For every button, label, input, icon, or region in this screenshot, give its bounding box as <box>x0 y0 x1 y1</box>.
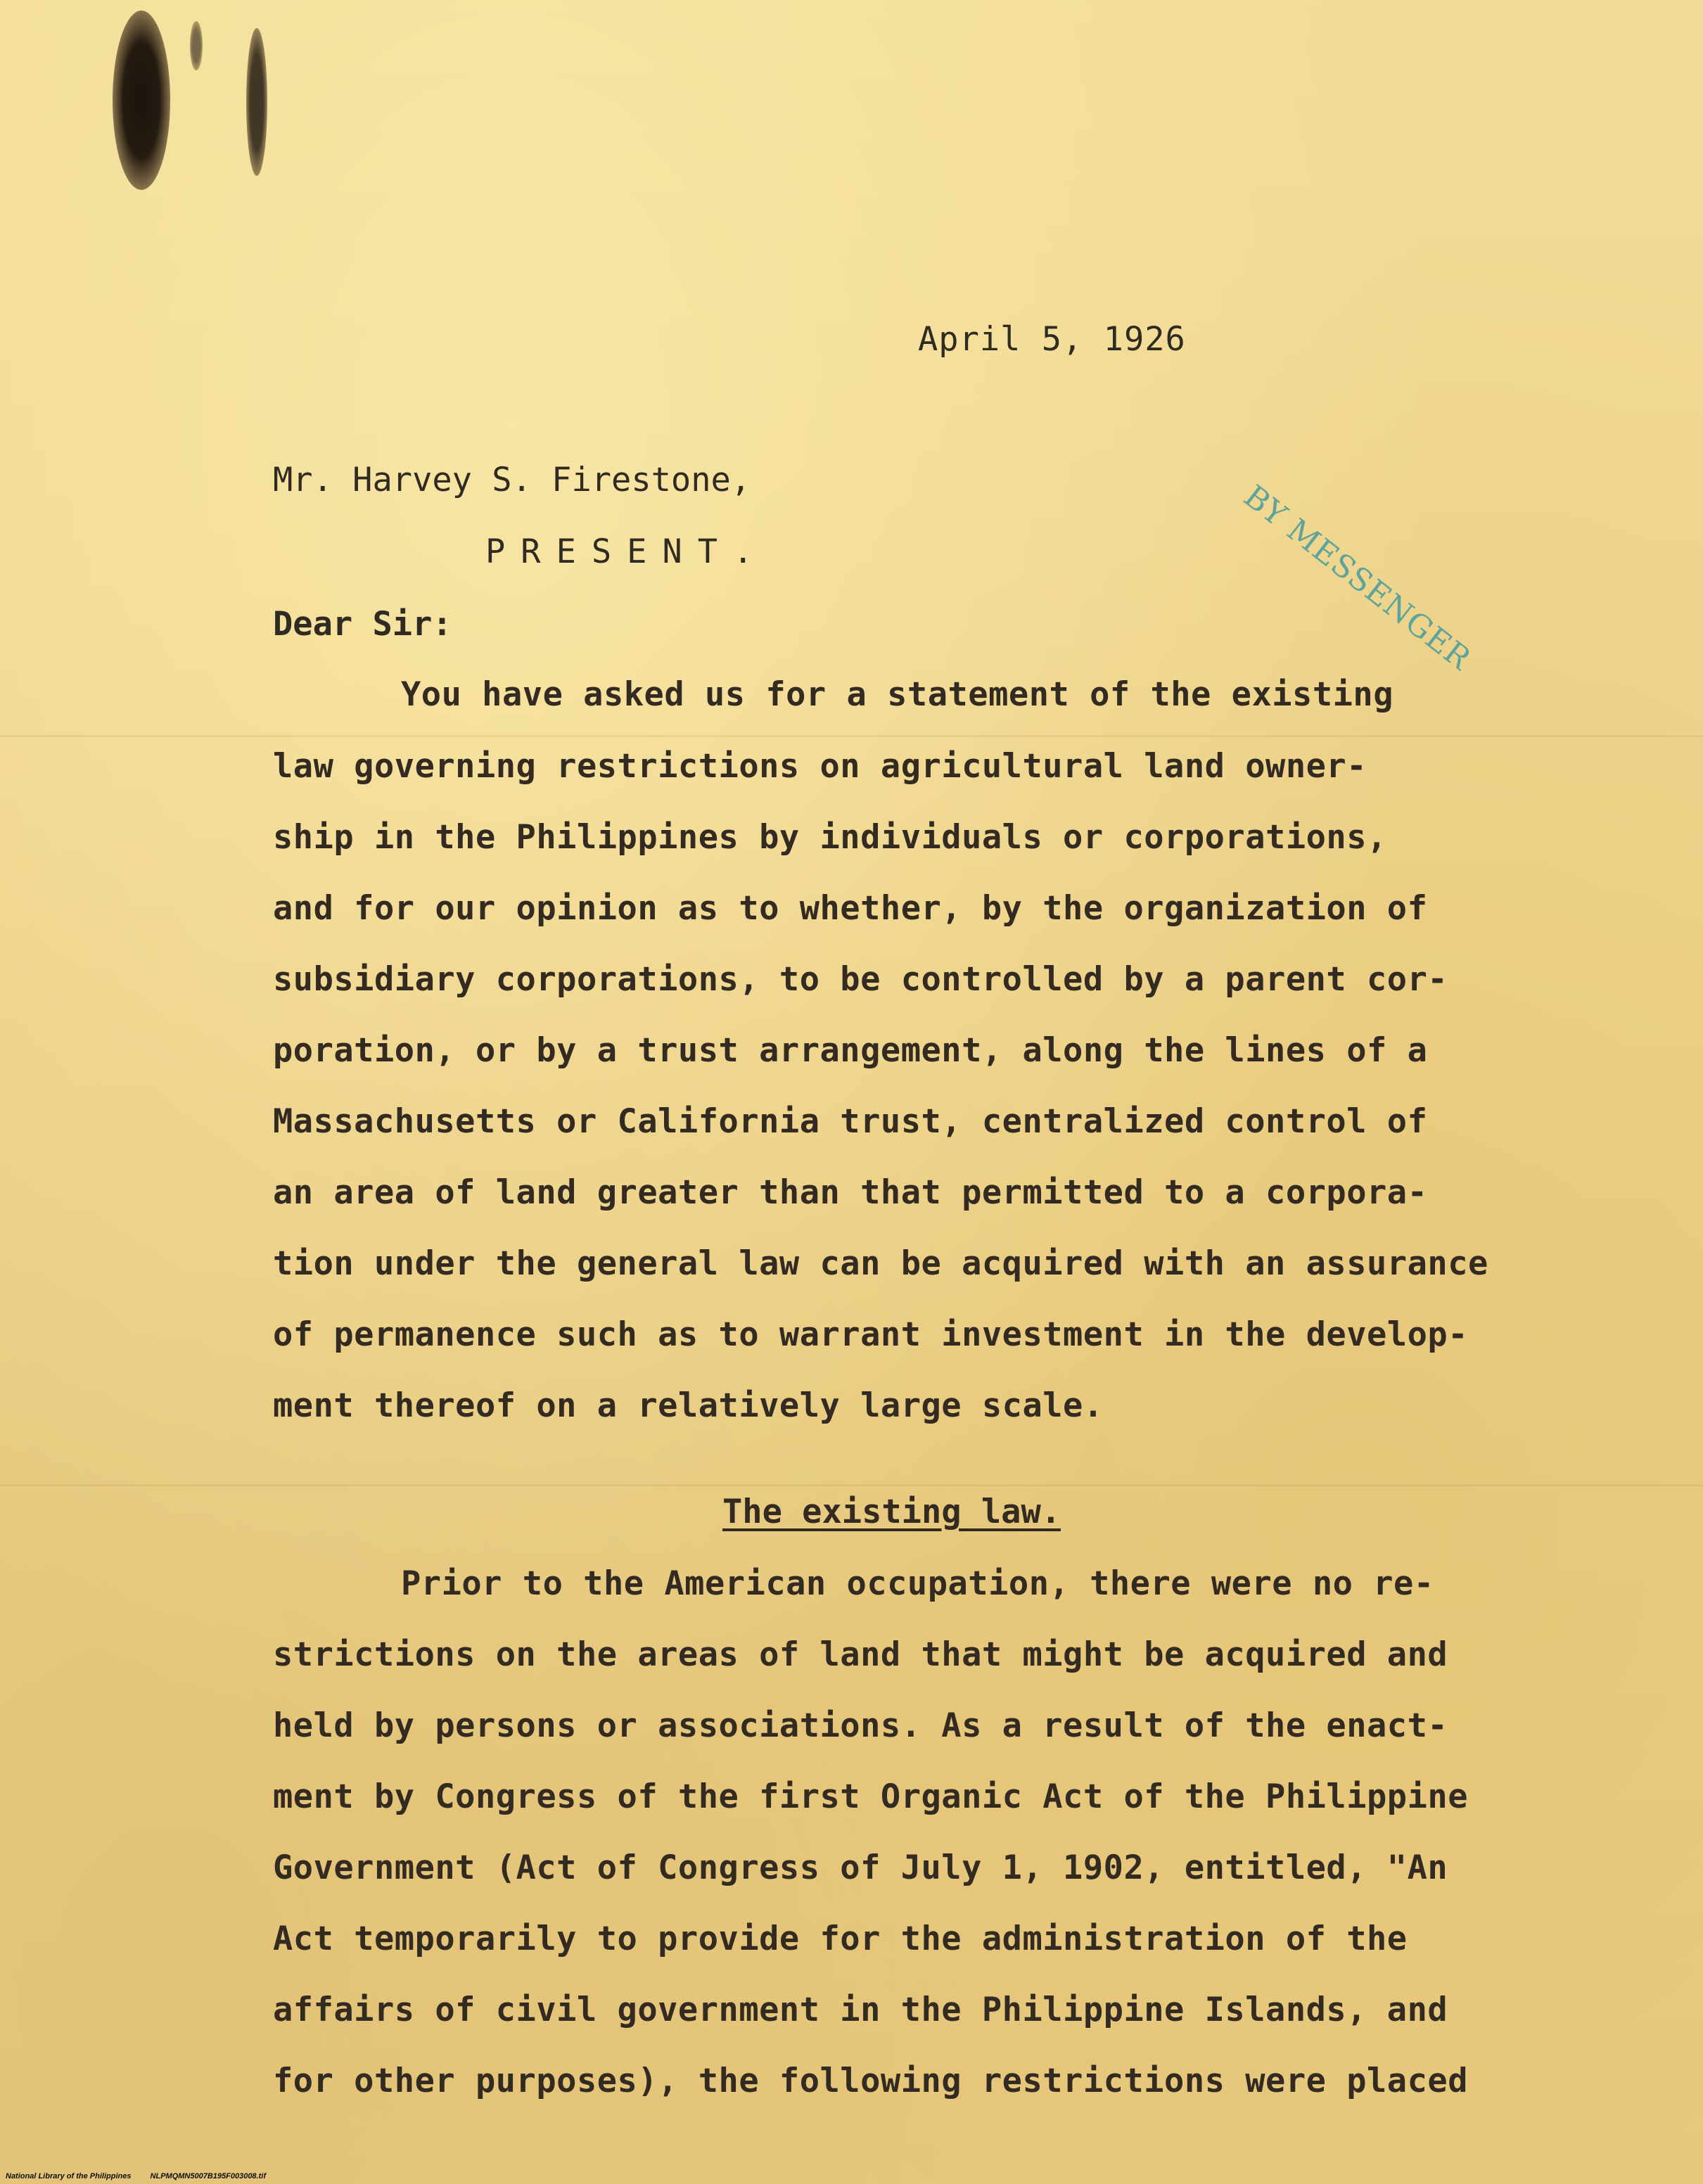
footer-filename: NLPMQMN5007B195F003008.tif <box>150 2172 266 2180</box>
addressee: Mr. Harvey S. Firestone, <box>273 461 751 499</box>
body-line: and for our opinion as to whether, by the organization of <box>273 889 1428 928</box>
burn-mark <box>246 28 267 176</box>
body-line: for other purposes), the following restrictions were placed <box>273 2062 1468 2100</box>
burn-mark <box>190 21 203 70</box>
body-line: affairs of civil government in the Philippine Islands, and <box>273 1991 1448 2029</box>
letter-date: April 5, 1926 <box>918 320 1186 359</box>
body-line: of permanence such as to warrant investment in the develop- <box>273 1315 1468 1354</box>
body-line: Government (Act of Congress of July 1, 1902, entitled, "An <box>273 1848 1448 1887</box>
body-line: ment thereof on a relatively large scale. <box>273 1386 1104 1425</box>
section-heading: The existing law. <box>722 1493 1061 1531</box>
body-line: Prior to the American occupation, there were no re- <box>401 1564 1434 1603</box>
paper-fold <box>0 735 1703 737</box>
burn-mark <box>113 11 170 190</box>
messenger-stamp: BY MESSENGER <box>1237 478 1478 677</box>
body-line: an area of land greater than that permitted to a corpora- <box>273 1173 1428 1212</box>
body-line: held by persons or associations. As a result of the enact- <box>273 1706 1448 1745</box>
body-line: strictions on the areas of land that might be acquired and <box>273 1635 1448 1674</box>
body-line: ship in the Philippines by individuals or corporations, <box>273 818 1387 857</box>
body-line: tion under the general law can be acquired with an assurance <box>273 1244 1488 1283</box>
archive-footer <box>6 2172 266 2180</box>
body-line: Massachusetts or California trust, centralized control of <box>273 1102 1428 1141</box>
body-line: subsidiary corporations, to be controlled by a parent cor- <box>273 960 1448 999</box>
body-line: law governing restrictions on agricultural land owner- <box>273 747 1367 786</box>
paper-fold <box>0 1484 1703 1486</box>
footer-library: National Library of the Philippines <box>6 2172 132 2180</box>
body-line: Act temporarily to provide for the administration of the <box>273 1920 1408 1958</box>
present-line: PRESENT. <box>485 532 769 571</box>
body-line: poration, or by a trust arrangement, along the lines of a <box>273 1031 1428 1070</box>
salutation: Dear Sir: <box>273 605 452 644</box>
body-line: You have asked us for a statement of the existing <box>401 675 1394 714</box>
body-line: ment by Congress of the first Organic Act of the Philippine <box>273 1777 1468 1816</box>
